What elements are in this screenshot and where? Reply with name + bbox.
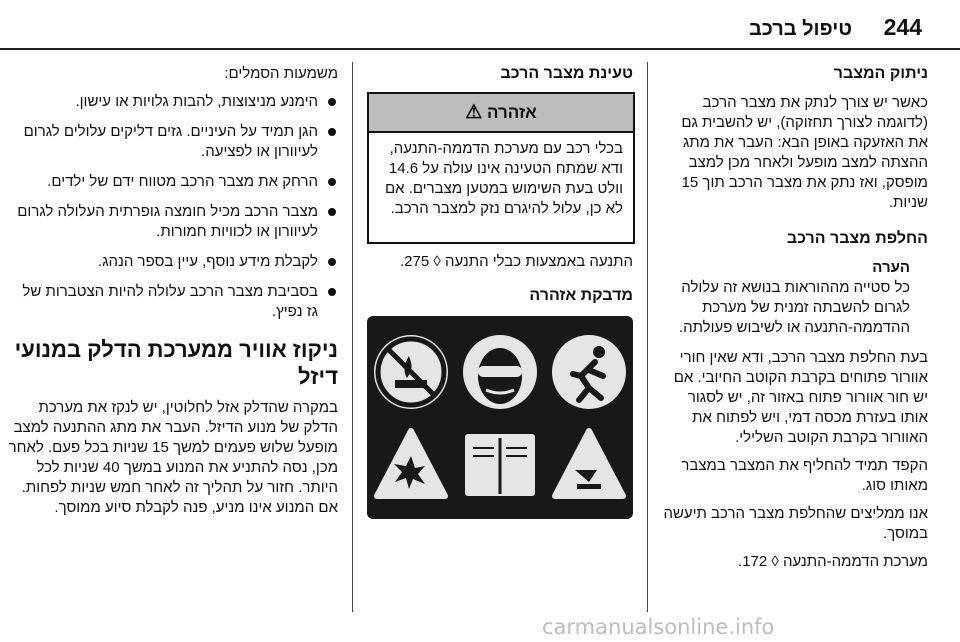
safety-goggles-icon [463,335,537,409]
list-item: לקבלת מידע נוסף, עיין בספר הנהג. [8,252,338,272]
battery-warning-label [367,316,633,519]
section-title: מדבקת אזהרה [529,287,633,304]
warning-header [369,94,633,133]
page-number: 244 [883,14,922,40]
cross-reference[interactable]: התנעה באמצעות כבלי התנעה ◊ 275. [400,253,633,270]
section-title: טעינת מצבר הרכב [500,65,633,82]
paragraph: אנו ממליצים שהחלפת מצבר הרכב תיעשה במוסך. [663,505,928,542]
column-divider [352,62,353,612]
explosive-warning-icon [377,431,445,496]
warning-triangle-icon: ⚠ [465,102,483,123]
section-title: ניקוז אוויר ממערכת הדלק במנועי דיזל [14,337,338,389]
list-item: הגן תמיד על העיניים. גזים דליקים עלולים לגרום לעיוורון או לפציעה. [8,122,338,162]
middle-column-lower [367,252,633,306]
paragraph: במקרה שהדלק אזל לחלוטין, יש לנקז את מערכת הדלק של מנוע הדיזל. העבר את מתג ההתנעה למצב מופעל שלוש פעמים למשך 15 שניות בכל פעם. לאחר מכן, נסה להתניע את המנוע במשך 40 שניות לכל היותר. חזור על תהליך זה לאחר חמש שניות לפחות. אם המנוע אינו מניע, פנה לקבלת סיוע ממוסך. [8,399,338,516]
paragraph: כאשר יש צורך לנתק את מצבר הרכב (לדוגמה לצורך תחזוקה), יש להשבית גם את האזעקה באופן הבא: העבר את מתג ההצתה למצב מופעל ולאחר מכן למצב מופסק, ואז נתק את מצבר הרכב תוך 15 שניות. [681,94,928,211]
section-title: החלפת מצבר הרכב [786,230,928,247]
warning-text: בכלי רכב עם מערכת הדממה-התנעה, ודא שמתח הטעינה אינו עולה על 14.6 וולט בעת השימוש במטען מצברים. אם לא כן, עלול להיגרם נזק למצבר הרכב. [384,140,623,217]
list-item: הרחק את מצבר הרכב מטווח ידם של ילדים. [8,172,338,192]
column-divider [647,62,648,612]
corrosive-warning-icon [555,431,623,496]
person-falling-icon [552,335,626,409]
warning-box [367,92,635,244]
note-text: כל סטייה מההוראות בנושא זה עלולה לגרום להשבתה זמנית של מערכת ההדממה-התנעה או לשיבוש פעולתה. [678,279,910,336]
list-item: הימנע מניצוצות, להבות גלויות או עישון. [8,92,338,112]
middle-column [367,64,633,84]
note-title: הערה [872,259,910,276]
cross-reference[interactable]: מערכת הדממה-התנעה ◊ 172. [738,553,928,570]
no-fire-smoking-icon [374,335,448,409]
right-column [660,64,928,572]
page-header [0,12,960,44]
left-column [8,64,338,518]
page-title: טיפול ברכב [748,18,852,40]
section-title: ניתוק המצבר [833,65,928,82]
read-manual-icon [465,434,535,496]
paragraph: בעת החלפת מצבר הרכב, ודא שאין חורי אוורור פתוחים בקרבת הקוטב החיובי. אם יש חור אוורור פתוח באזור זה, יש לסגור אותו בעזרת מכסה דמי, ויש לפתוח את האוורור בקרבת הקוטב השלילי. [673,349,928,446]
watermark: carmanualsonline.info [542,615,775,639]
header-rule [0,48,960,50]
list-item: בסביבת מצבר הרכב עלולה להיות הצטברות של גז נפיץ. [8,282,338,322]
warning-label-graphic [367,316,633,519]
list-item: מצבר הרכב מכיל חומצה גופרתית העלולה לגרום לעיוורון או לכוויות חמורות. [8,202,338,242]
symbols-intro: משמעות הסמלים: [224,65,338,82]
paragraph: הקפד תמיד להחליף את המצבר במצבר מאותו סוג. [681,457,928,494]
warning-title: אזהרה [487,103,537,122]
